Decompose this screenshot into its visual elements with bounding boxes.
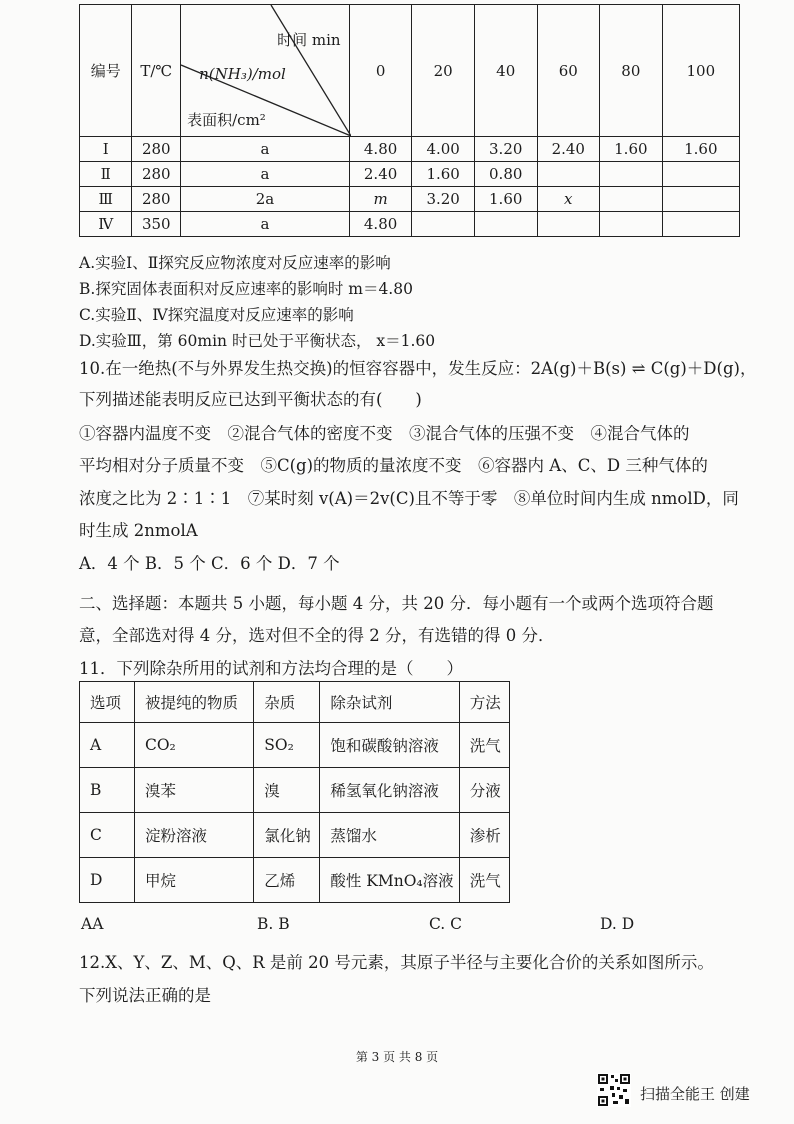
cell: 1.60 [412, 162, 475, 187]
cell: 甲烷 [134, 858, 253, 903]
cell: C [80, 813, 135, 858]
cell: 0.80 [474, 162, 537, 187]
row-id: Ⅲ [80, 187, 132, 212]
page-number: 第 3 页 共 8 页 [355, 1050, 439, 1064]
table-row [80, 162, 740, 187]
header-temp: T/℃ [132, 5, 181, 137]
cell: 1.60 [600, 137, 663, 162]
section2-line-1: 二、选择题：本题共 5 小题，每小题 4 分，共 20 分．每小题有一个或两个选项符合题 [79, 594, 714, 613]
cell: B [80, 768, 135, 813]
time-40: 40 [474, 5, 537, 137]
q10-stem-1: 10.在一绝热(不与外界发生热交换)的恒容容器中，发生反应：2A(g)＋B(s) ⇌ C(g)＋D(g)， [79, 359, 757, 378]
cell [662, 162, 739, 187]
cell: 4.80 [349, 212, 412, 237]
cell: 氯化钠 [254, 813, 320, 858]
table-row [80, 723, 510, 768]
q9-option-c: C.实验Ⅱ、Ⅳ探究温度对反应速率的影响 [79, 306, 354, 324]
diag-time-label: 时间 min [277, 31, 341, 49]
cell [662, 187, 739, 212]
experiment-table [79, 4, 740, 237]
q10-choices: A．4 个 B．5 个 C．6 个 D．7 个 [79, 554, 340, 573]
th-reagent: 除杂试剂 [320, 682, 459, 723]
cell: 分液 [459, 768, 509, 813]
cell [600, 187, 663, 212]
table-row [80, 768, 510, 813]
time-60: 60 [537, 5, 600, 137]
table-row [80, 137, 740, 162]
q10-item-4: 时生成 2nmolA [79, 521, 198, 540]
th-impurity: 杂质 [254, 682, 320, 723]
cell: 洗气 [459, 858, 509, 903]
cell: 淀粉溶液 [134, 813, 253, 858]
th-substance: 被提纯的物质 [134, 682, 253, 723]
th-option: 选项 [80, 682, 135, 723]
row-area: a [181, 137, 350, 162]
cell [600, 162, 663, 187]
qr-code-icon [597, 1073, 631, 1107]
q10-stem-2: 下列描述能表明反应已达到平衡状态的有( ) [79, 390, 422, 409]
cell [537, 212, 600, 237]
purification-table [79, 681, 510, 903]
q11-option-b: B. B [257, 915, 290, 933]
cell: 溴苯 [134, 768, 253, 813]
cell: 蒸馏水 [320, 813, 459, 858]
cell: 4.00 [412, 137, 475, 162]
cell: 洗气 [459, 723, 509, 768]
diagonal-header [181, 5, 350, 137]
section2-line-2: 意，全部选对得 4 分，选对但不全的得 2 分，有选错的得 0 分． [79, 626, 555, 645]
time-80: 80 [600, 5, 663, 137]
diag-nh3-label: n(NH₃)/mol [199, 65, 286, 83]
row-area: a [181, 162, 350, 187]
cell: SO₂ [254, 723, 320, 768]
cell: D [80, 858, 135, 903]
table-row [80, 813, 510, 858]
diag-area-label: 表面积/cm² [187, 111, 266, 129]
cell: 稀氢氧化钠溶液 [320, 768, 459, 813]
cell [662, 212, 739, 237]
q11-option-c: C. C [429, 915, 463, 933]
cell: 乙烯 [254, 858, 320, 903]
cell: 饱和碳酸钠溶液 [320, 723, 459, 768]
q12-stem-2: 下列说法正确的是 [79, 986, 211, 1005]
row-id: Ⅱ [80, 162, 132, 187]
q10-item-1: ①容器内温度不变 ②混合气体的密度不变 ③混合气体的压强不变 ④混合气体的 [79, 424, 690, 443]
table-row [80, 187, 740, 212]
row-area: a [181, 212, 350, 237]
cell: 2.40 [349, 162, 412, 187]
cell [600, 212, 663, 237]
cell: 1.60 [662, 137, 739, 162]
row-temp: 280 [132, 137, 181, 162]
table-row [80, 212, 740, 237]
cell: x [537, 187, 600, 212]
table-header-row [80, 682, 510, 723]
q11-option-d: D. D [600, 915, 635, 933]
q10-item-2: 平均相对分子质量不变 ⑤C(g)的物质的量浓度不变 ⑥容器内 A、C、D 三种气体的 [79, 456, 708, 475]
cell: A [80, 723, 135, 768]
time-20: 20 [412, 5, 475, 137]
header-id: 编号 [80, 5, 132, 137]
cell: m [349, 187, 412, 212]
cell [537, 162, 600, 187]
cell: 1.60 [474, 187, 537, 212]
row-id: Ⅰ [80, 137, 132, 162]
q9-option-d: D.实验Ⅲ，第 60min 时已处于平衡状态， x＝1.60 [79, 332, 436, 350]
cell: CO₂ [134, 723, 253, 768]
q10-item-3: 浓度之比为 2∶1∶1 ⑦某时刻 v(A)＝2v(C)且不等于零 ⑧单位时间内生成 nmolD，同 [79, 489, 739, 508]
time-0: 0 [349, 5, 412, 137]
row-temp: 280 [132, 162, 181, 187]
cell: 3.20 [474, 137, 537, 162]
q11-option-a: AA [81, 915, 104, 933]
cell: 3.20 [412, 187, 475, 212]
row-area: 2a [181, 187, 350, 212]
q12-stem-1: 12.X、Y、Z、M、Q、R 是前 20 号元素，其原子半径与主要化合价的关系如图所示。 [79, 953, 714, 972]
cell [474, 212, 537, 237]
th-method: 方法 [459, 682, 509, 723]
q9-option-a: A.实验Ⅰ、Ⅱ探究反应物浓度对反应速率的影响 [79, 254, 391, 272]
scanner-watermark: 扫描全能王 创建 [640, 1085, 750, 1103]
q9-option-b: B.探究固体表面积对反应速率的影响时 m＝4.80 [79, 280, 413, 298]
row-id: Ⅳ [80, 212, 132, 237]
table-row [80, 858, 510, 903]
cell: 4.80 [349, 137, 412, 162]
row-temp: 280 [132, 187, 181, 212]
q11-stem: 11．下列除杂所用的试剂和方法均合理的是（ ） [79, 659, 463, 678]
cell: 2.40 [537, 137, 600, 162]
cell: 酸性 KMnO₄溶液 [320, 858, 459, 903]
cell [412, 212, 475, 237]
cell: 溴 [254, 768, 320, 813]
time-100: 100 [662, 5, 739, 137]
row-temp: 350 [132, 212, 181, 237]
cell: 渗析 [459, 813, 509, 858]
